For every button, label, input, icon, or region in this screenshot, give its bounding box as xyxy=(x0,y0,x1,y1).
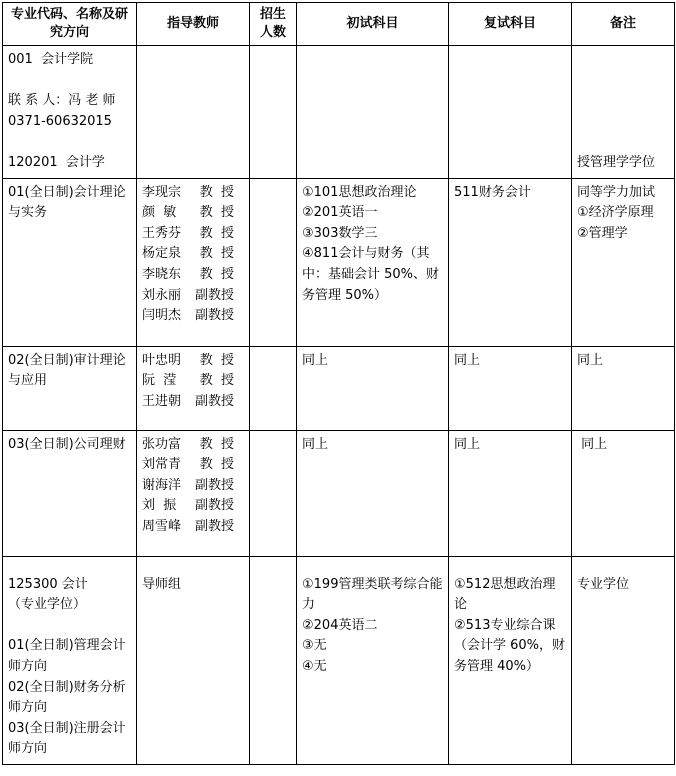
header-retest: 复试科目 xyxy=(449,3,572,46)
direction-cell xyxy=(3,346,137,430)
direction-cell xyxy=(3,178,137,346)
quota-cell xyxy=(250,556,297,764)
teacher-cell xyxy=(137,346,250,430)
retest-item: ②513专业综合课（会计学 60%，财务管理 40%） xyxy=(454,617,566,674)
teacher-entry xyxy=(142,517,234,538)
exam-item: ②204英语二 xyxy=(302,617,378,633)
major-code-name: 125300 会计 xyxy=(8,576,88,592)
remark-item: 同上 xyxy=(577,352,604,368)
retest-cell xyxy=(449,346,572,430)
remark-item: ②管理学 xyxy=(577,225,628,241)
contact-person: 联 系 人：冯 老 师 xyxy=(8,93,116,109)
teacher-name: 刘 振 xyxy=(142,498,177,514)
teacher-title: 教 授 xyxy=(199,457,234,473)
teacher-title: 教 授 xyxy=(199,266,234,282)
direction-name: 01(全日制)管理会计师方向 xyxy=(8,638,126,674)
retest-item: 同上 xyxy=(454,436,481,452)
teacher-group: 导师组 xyxy=(142,576,182,592)
header-remark: 备注 xyxy=(572,3,675,46)
exam-item: ③303数学三 xyxy=(302,225,378,241)
quota-cell xyxy=(250,46,297,179)
teacher-name: 闫明杰 xyxy=(142,308,182,324)
direction-name: 03(全日制)注册会计师方向 xyxy=(8,720,126,757)
header-teacher: 指导教师 xyxy=(137,3,250,46)
retest-cell xyxy=(449,556,572,764)
retest-item: ①512思想政治理论 xyxy=(454,576,556,613)
header-quota: 招生人数 xyxy=(250,3,297,46)
remark-item: ①经济学原理 xyxy=(577,205,654,221)
remark-cell xyxy=(572,430,675,556)
exam-item: ③无 xyxy=(302,638,327,654)
teacher-entry xyxy=(142,203,234,224)
college-info-cell xyxy=(3,46,137,179)
teacher-title: 副教授 xyxy=(194,308,234,324)
quota-cell xyxy=(250,346,297,430)
teacher-cell xyxy=(137,178,250,346)
admissions-table xyxy=(2,2,675,765)
retest-cell xyxy=(449,430,572,556)
direction-name: 02(全日制)财务分析师方向 xyxy=(8,679,126,716)
teacher-title: 教 授 xyxy=(199,436,234,452)
direction-cell xyxy=(3,556,137,764)
teacher-entry xyxy=(142,244,234,265)
table-row xyxy=(3,178,675,346)
retest-cell xyxy=(449,178,572,346)
teacher-entry xyxy=(142,476,234,497)
teacher-title: 副教授 xyxy=(194,477,234,493)
header-code: 专业代码、名称及研究方向 xyxy=(3,3,137,46)
quota-cell xyxy=(250,178,297,346)
exam-item: ①199管理类联考综合能力 xyxy=(302,576,443,613)
remark-item: 同上 xyxy=(577,436,608,452)
remark-cell xyxy=(572,346,675,430)
direction-name: 03(全日制)公司理财 xyxy=(8,436,126,452)
teacher-entry xyxy=(142,265,234,286)
exam-item: 同上 xyxy=(302,352,329,368)
teacher-entry xyxy=(142,392,234,413)
major-type: （专业学位） xyxy=(8,597,87,613)
teacher-title: 教 授 xyxy=(199,373,234,389)
teacher-name: 叶忠明 xyxy=(142,352,182,368)
remark-cell xyxy=(572,46,675,179)
exam-cell xyxy=(297,346,449,430)
teacher-title: 教 授 xyxy=(199,225,234,241)
teacher-name: 王进朝 xyxy=(142,393,182,409)
exam-cell xyxy=(297,430,449,556)
teacher-entry xyxy=(142,496,234,517)
quota-cell xyxy=(250,430,297,556)
teacher-name: 李现宗 xyxy=(142,184,182,200)
degree-remark: 授管理学学位 xyxy=(577,154,656,170)
retest-item: 同上 xyxy=(454,352,481,368)
table-row xyxy=(3,46,675,179)
remark-item: 同等学力加试 xyxy=(577,184,656,200)
teacher-cell xyxy=(137,430,250,556)
direction-cell xyxy=(3,430,137,556)
teacher-entry xyxy=(142,435,234,456)
teacher-cell xyxy=(137,556,250,764)
teacher-title: 教 授 xyxy=(199,352,234,368)
remark-cell xyxy=(572,556,675,764)
exam-item: 同上 xyxy=(302,436,329,452)
retest-cell xyxy=(449,46,572,179)
teacher-name: 阮 滢 xyxy=(142,373,177,389)
teacher-entry xyxy=(142,371,234,392)
teacher-entry xyxy=(142,306,234,327)
exam-item: ①101思想政治理论 xyxy=(302,184,417,200)
table-row xyxy=(3,346,675,430)
exam-cell xyxy=(297,46,449,179)
major-code-name: 120201 会计学 xyxy=(8,154,105,170)
teacher-name: 张功富 xyxy=(142,436,182,452)
teacher-title: 副教授 xyxy=(194,287,234,303)
remark-cell xyxy=(572,178,675,346)
teacher-name: 刘永丽 xyxy=(142,287,182,303)
teacher-name: 杨定泉 xyxy=(142,246,182,262)
table-row xyxy=(3,430,675,556)
teacher-title: 副教授 xyxy=(194,393,234,409)
teacher-entry xyxy=(142,286,234,307)
teacher-name: 李晓东 xyxy=(142,266,182,282)
teacher-name: 刘常青 xyxy=(142,457,182,473)
exam-item: ④811会计与财务（其中：基础会计 50%、财务管理 50%） xyxy=(302,246,440,303)
teacher-title: 副教授 xyxy=(194,518,234,534)
teacher-title: 教 授 xyxy=(199,246,234,262)
teacher-name: 颜 敏 xyxy=(142,205,177,221)
teacher-cell xyxy=(137,46,250,179)
exam-item: ④无 xyxy=(302,658,327,674)
teacher-title: 副教授 xyxy=(194,498,234,514)
college-name: 001 会计学院 xyxy=(8,52,94,67)
exam-cell xyxy=(297,178,449,346)
exam-cell xyxy=(297,556,449,764)
contact-phone: 0371-60632015 xyxy=(8,113,112,129)
remark-item: 专业学位 xyxy=(577,576,630,592)
teacher-name: 谢海洋 xyxy=(142,477,182,493)
teacher-title: 教 授 xyxy=(199,184,234,200)
direction-name: 02(全日制)审计理论与应用 xyxy=(8,352,126,389)
teacher-entry xyxy=(142,183,234,204)
exam-item: ②201英语一 xyxy=(302,205,378,221)
teacher-entry xyxy=(142,455,234,476)
teacher-name: 周雪峰 xyxy=(142,518,182,534)
teacher-entry xyxy=(142,224,234,245)
teacher-name: 王秀芬 xyxy=(142,225,182,241)
table-row xyxy=(3,556,675,764)
teacher-title: 教 授 xyxy=(199,205,234,221)
direction-name: 01(全日制)会计理论与实务 xyxy=(8,184,126,221)
header-exam: 初试科目 xyxy=(297,3,449,46)
header-row xyxy=(3,3,675,46)
teacher-entry xyxy=(142,351,234,372)
retest-item: 511财务会计 xyxy=(454,184,531,200)
